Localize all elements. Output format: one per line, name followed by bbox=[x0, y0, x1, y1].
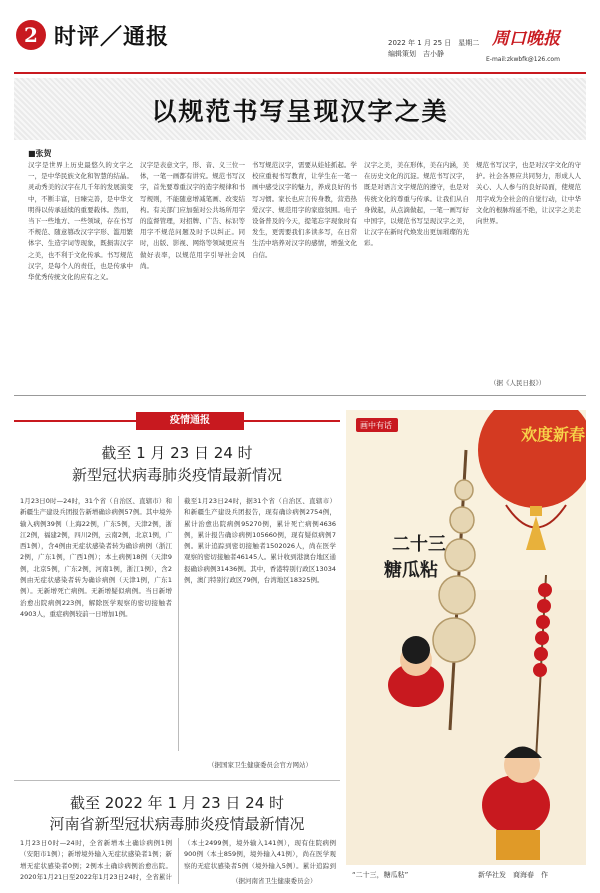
article-column-1: 汉字是世界上历史最悠久的文字之一，是中华民族文化和智慧的结晶。灵动秀美的汉字在几千年的发展演变中，不断丰富，日臻完善，是中华文明得以传承延续的重要载体。然而，当下一些地方、一些领域，存在书写不规范、随意篡改汉字字形、滥用繁体字、生造字词等现象，既损害汉字之美，也不利于文化传承。书写规范汉字，是每个人的责任，也是传承中华优秀传统文化的应有之义。 bbox=[28, 161, 133, 282]
article-column-4: 汉字之美，美在形体，美在内涵，美在历史文化的沉淀。规范书写汉字，既是对语言文字规范的遵守，也是对传统文化的尊重与传承。让我们从自身做起，从点滴做起，一笔一画写好中国字，以规范书写呈现汉字之美，让汉字在新时代焕发出更加璀璨的光彩。 bbox=[364, 161, 469, 248]
cartoon-caption: “二十三，糖瓜粘” bbox=[352, 871, 409, 879]
henan-source: （据河南省卫生健康委员会） bbox=[232, 877, 317, 885]
henan-title-line2: 河南省新型冠状病毒肺炎疫情最新情况 bbox=[49, 815, 305, 833]
national-column-1: 1月23日0时—24时，31个省（自治区、直辖市）和新疆生产建设兵团报告新增确诊病例57例。其中境外输入病例39例（上海22例，广东5例，天津2例，浙江2例，福建2例，四川2例，云南2例，北京1例，广西1例），含4例由无症状感染者转为确诊病例（浙江2例，广东1例，广西1例）；本土病例18例（天津9例，北京5例，广东2例，河南1例，浙江1例），含2例由无症状感染者转为确诊病例（天津1例，广东1例）。无新增死亡病例。无新增疑似病例。当日新增治愈出院病例223例，解除医学观察的密切接触者4903人，重症病例较前一日增加1例。 bbox=[20, 497, 172, 618]
cartoon-title-1: 二十三 bbox=[392, 534, 446, 555]
notice-divider bbox=[14, 780, 340, 781]
page-header bbox=[0, 0, 600, 70]
national-source: （据国家卫生健康委员会官方网站） bbox=[208, 761, 312, 769]
cartoon-tag: 画中有话 bbox=[360, 421, 392, 430]
section-divider bbox=[14, 395, 586, 396]
date-line: 2022 年 1 月 25 日 星期二 bbox=[388, 39, 480, 47]
column-divider bbox=[178, 496, 179, 751]
cartoon-title-2: 糖瓜粘 bbox=[384, 560, 438, 581]
cartoon-credit: 新华社发 商海春 作 bbox=[478, 871, 548, 879]
badge-rule-left bbox=[14, 420, 136, 422]
henan-column-2: （本土2499例，境外输入141例），现有住院病例900例（本土859例，境外输入41例），尚在医学观察的无症状感染者5例（境外输入5例）。累计追踪到 bbox=[184, 839, 336, 870]
national-column-2: 截至1月23日24时，据31个省（自治区、直辖市）和新疆生产建设兵团报告，现有确诊病例2754例，累计治愈出院病例95270例，累计死亡病例4636例，累计报告确诊病例105660例，现有疑似病例7例。累计追踪到密切接触者1502026人，尚在医学观察的密切接触者46145人。累计收到港澳台地区通报确诊病例31436例。其中，香港特别行政区13034例，澳门特别行政区79例，台湾地区18325例。 bbox=[184, 497, 336, 585]
page-number: 2 bbox=[16, 20, 46, 50]
national-title-line1: 截至 1 月 23 日 24 时 bbox=[101, 444, 253, 462]
badge-rule-right bbox=[244, 420, 340, 422]
section-title: 时评／通报 bbox=[54, 24, 170, 50]
article-title-box bbox=[14, 78, 586, 140]
header-meta bbox=[388, 38, 479, 60]
article-column-3: 书写规范汉字，需要从娃娃抓起。学校应重视书写教育，让学生在一笔一画中感受汉字的魅力，养成良好的书写习惯。家长也应言传身教，营造热爱汉字、规范用字的家庭氛围。电子设备普及的今天，提笔忘字现象时有发生，更需要我们多读多写，在日常生活中培养对汉字的感情，增强文化自信。 bbox=[252, 161, 357, 259]
header-email: E-mail:zkwbfk@126.com bbox=[486, 56, 560, 63]
banner-text: 欢度新春 bbox=[521, 425, 586, 444]
henan-column-divider bbox=[178, 838, 179, 884]
henan-title-line1: 截至 2022 年 1 月 23 日 24 时 bbox=[69, 794, 285, 812]
header-rule bbox=[14, 72, 586, 74]
article-author: ■张贺 bbox=[28, 149, 52, 158]
article-title: 以规范书写呈现汉字之美 bbox=[151, 97, 449, 126]
editor-line: 编辑策划 吉小静 bbox=[388, 50, 444, 58]
cartoon-artwork bbox=[346, 410, 586, 865]
newspaper-logo: 周口晚报 bbox=[492, 29, 560, 49]
article-column-5: 规范书写汉字，也是对汉字文化的守护。社会各界应共同努力，形成人人关心、人人参与的良好局面，使规范用字成为全社会的自觉行动，让中华文化的根脉绵延不绝，让汉字之美走向世界。 bbox=[476, 161, 581, 226]
national-title-line2: 新型冠状病毒肺炎疫情最新情况 bbox=[71, 466, 282, 484]
notice-badge: 疫情通报 bbox=[136, 412, 244, 430]
article-source: （据《人民日报》） bbox=[490, 379, 546, 387]
cartoon-illustration bbox=[346, 410, 586, 865]
article-column-2: 汉字是表意文字，形、音、义三位一体，一笔一画都有讲究。规范书写汉字，首先要尊重汉字的造字规律和书写规则，不能随意增减笔画、改变结构。有关部门应加强对公共场所用字的监督管理，对招牌、广告、标识等用字不规范问题及时予以纠正。同时，出版、影视、网络等领域更应当做好表率，以规范用字引导社会风尚。 bbox=[140, 161, 245, 270]
henan-column-1: 1月23日0时—24时，全省新增本土确诊病例1例（安阳市1例）；新增境外输入无症状感染者1例；新增无症状感染者0例；2例本土确诊病例治愈出院。2020年1月21日至2022年1月23日24时，全省累计 bbox=[20, 839, 172, 881]
